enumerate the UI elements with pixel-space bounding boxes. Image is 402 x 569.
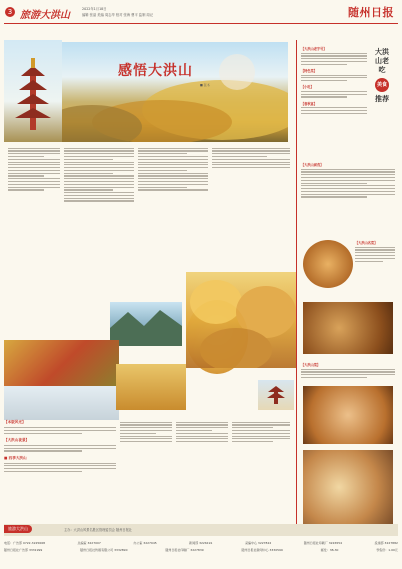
right-headline: 大洪 山老 吃 美食 推荐 <box>375 48 389 103</box>
right-section-7: 【大洪山菜】 <box>301 363 321 367</box>
food-photo-4 <box>303 450 393 524</box>
gold-photo <box>116 364 186 410</box>
tag-seasons: ■ 四季大洪山 <box>4 455 27 460</box>
small-pagoda-image <box>258 380 294 410</box>
food-badge: 美食 <box>375 78 389 92</box>
right-section-4: 【春秋宴】 <box>301 101 317 106</box>
page-number-badge: 3 <box>5 7 15 17</box>
hero-title: 感悟大洪山 <box>118 63 193 79</box>
right-section-3: 【小吃】 <box>301 85 314 90</box>
pagoda-icon <box>4 40 62 142</box>
header <box>0 0 402 38</box>
right-section-6: 【大洪山名菜】 <box>355 241 378 245</box>
hero-byline: ■ 张书 <box>200 83 210 87</box>
article-body <box>8 146 290 271</box>
header-rule <box>4 23 398 24</box>
editor-line: 编辑 张晶 美编 周志华 校对 张海 曹平 监制 周记 <box>82 13 154 17</box>
masthead-logo: 随州日报 <box>348 6 394 19</box>
bottom-caption: 主办：大洪山风景名胜区管理委员会 随州日报社 <box>64 528 132 532</box>
date-line: 2022年1月18日 <box>82 7 107 11</box>
bottom-left-panel <box>4 420 116 524</box>
food-photo-1 <box>303 240 353 288</box>
forest-image <box>186 272 296 368</box>
hero-scenery <box>52 42 288 142</box>
bottom-strip <box>4 524 398 536</box>
right-section-5: 【大洪山面食】 <box>301 163 324 167</box>
pagoda-image <box>4 40 62 142</box>
food-photo-2 <box>303 302 393 354</box>
hero-image <box>52 42 288 142</box>
bottom-brand: 旅游大洪山 <box>4 525 32 533</box>
footer: 电话：广告部 0722-3225668 总编室 3227007 办公室 3227945 新闻部 3226191 采编中心 3227822 随州日报社印刷厂 3226554 投递部 3227882 随州日报社广告部 3331999 随州日报社传媒有限公司 3332890 随州日报社印刷厂 3227839 随州日报社新闻中心 3330599 邮发：38-30 零售价：1.00元 <box>4 541 398 552</box>
bottom-middle-text <box>120 420 290 524</box>
tag-night: 【大洪山夜景】 <box>4 437 30 442</box>
tag-benban: 【本版风光】 <box>4 420 26 424</box>
right-column <box>296 40 399 528</box>
section-title: 旅游大洪山 <box>20 10 70 21</box>
food-photo-3 <box>303 386 393 444</box>
right-section-2: 【特色菜】 <box>301 68 317 73</box>
right-section-1: 【大洪山老字号】 <box>301 47 327 51</box>
snow-image <box>4 386 119 420</box>
lake-image <box>110 302 182 346</box>
